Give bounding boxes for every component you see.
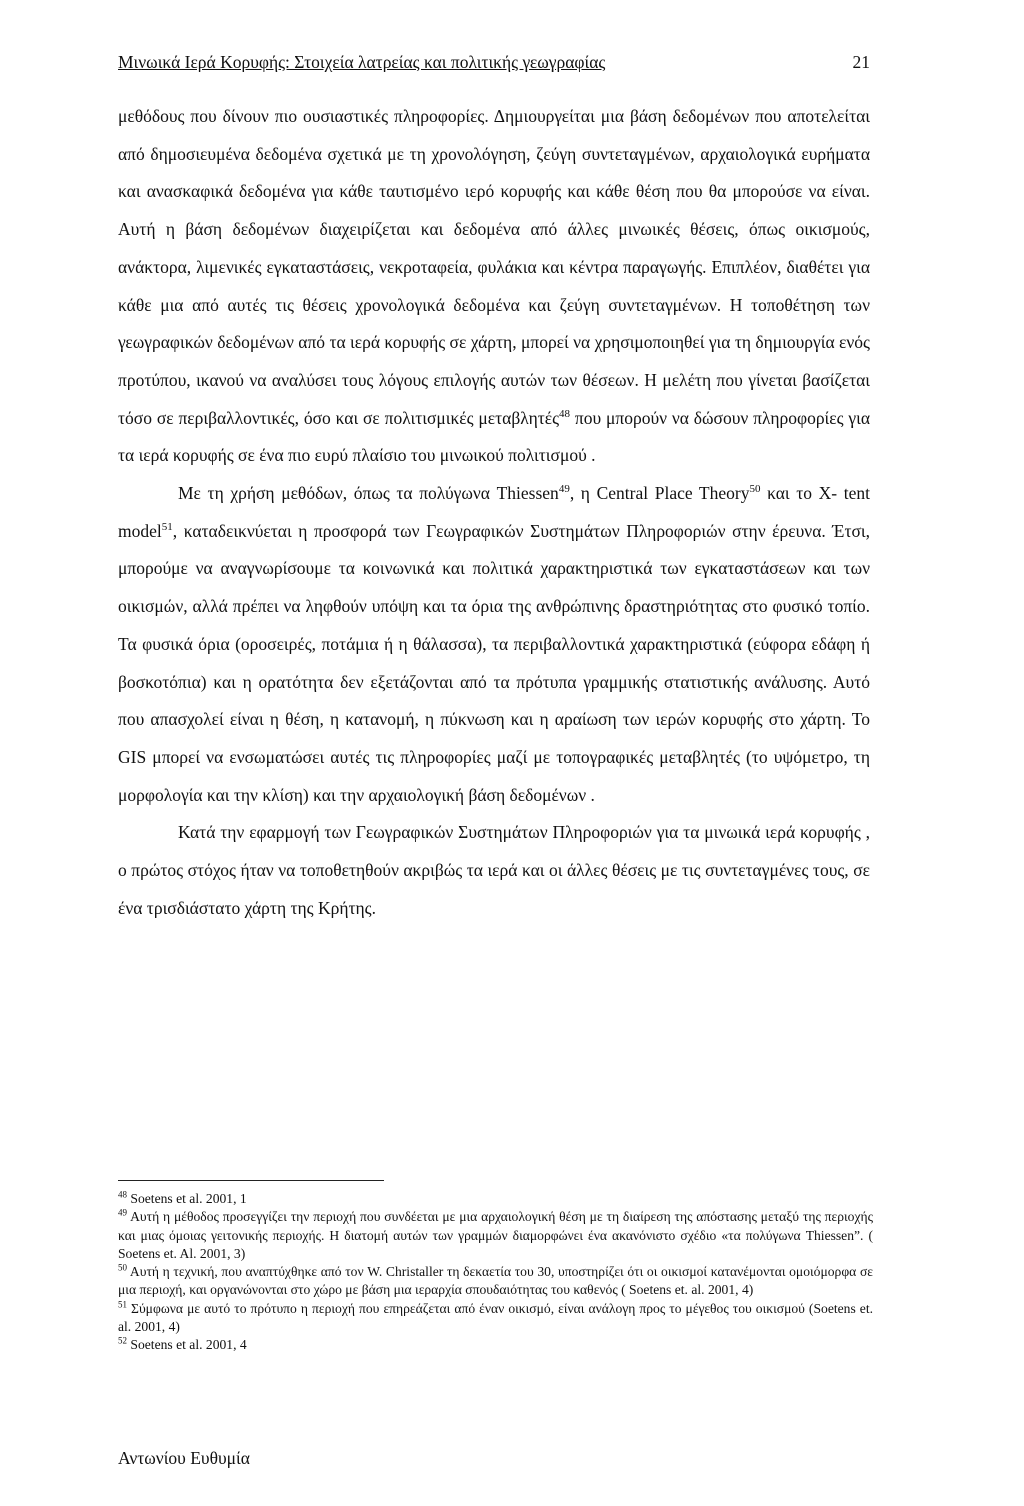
footnote-number: 50: [118, 1262, 127, 1273]
footnote-48: [118, 1190, 873, 1208]
body-text: [118, 98, 870, 927]
paragraph-2-text-d: , καταδεικνύεται η προσφορά των Γεωγραφικών Συστημάτων Πληροφοριών στην έρευνα. Έτσι, μπορούμε να αναγνωρίσουμε τα κοινωνικά και πολιτικά χαρακτηριστικά των εγκαταστάσεων και των οικισμών, αλλά πρέπει να ληφθούν υπόψη και τα όρια της ανθρώπινης δραστηριότητας στο φυσικό τοπίο. Τα φυσικά όρια (οροσειρές, ποτάμια ή η θάλασσα), τα περιβαλλοντικά χαρακτηριστικά (εύφορα εδάφη ή βοσκοτόπια) και η ορατότητα δεν εξετάζονται από τα πρότυπα γραμμικής στατιστικής ανάλυσης. Αυτό που απασχολεί είναι η θέση, η κατανομή, η πύκνωση και η αραίωση των ιερών κορυφής στο χάρτη. Το GIS μπορεί να ενσωματώσει αυτές τις πληροφορίες μαζί με τοπογραφικές μεταβλητές (το υψόμετρο, τη μορφολογία και την κλίση) και την αρχαιολογική βάση δεδομένων .: [118, 520, 870, 805]
footnote-number: 52: [118, 1335, 127, 1346]
paragraph-2: [118, 475, 870, 814]
footnote-49: [118, 1208, 873, 1263]
footnote-text: Αυτή η μέθοδος προσεγγίζει την περιοχή που συνδέεται με μια αρχαιολογική θέση με τη διαίρεση της απόστασης μεταξύ της περιοχής και μιας όμοιας γειτονικής περιοχής. Η διατομή αυτών των γραμμών διαμορφώνει ένα ακανόνιστο σχέδιο «τα πολύγωνα Thiessen”. ( Soetens et. Al. 2001, 3): [118, 1209, 873, 1261]
footnote-ref-49: 49: [558, 483, 570, 496]
paragraph-2-text-c: και το X- tent model: [118, 483, 870, 541]
footnote-50: [118, 1263, 873, 1300]
paragraph-2-text-a: Με τη χρήση μεθόδων, όπως τα πολύγωνα Thiessen: [178, 483, 559, 504]
header-title: Μινωικά Ιερά Κορυφής: Στοιχεία λατρείας και πολιτικής γεωγραφίας: [118, 52, 606, 72]
footnote-51: [118, 1300, 873, 1337]
footnote-text: Soetens et al. 2001, 4: [127, 1337, 247, 1353]
paragraph-2-text-b: , η Central Place Theory: [569, 483, 750, 504]
footnote-ref-51: 51: [161, 520, 173, 533]
paragraph-1-text-b: που μπορούν να δώσουν πληροφορίες για τα ιερά κορυφής σε ένα πιο ευρύ πλαίσιο του μινωικού πολιτισμού .: [118, 407, 870, 466]
footnote-number: 51: [118, 1299, 127, 1310]
author-name: Αντωνίου Ευθυμία: [118, 1448, 250, 1468]
footnote-number: 49: [118, 1207, 127, 1218]
running-header: [118, 52, 870, 82]
footnote-text: Σύμφωνα με αυτό το πρότυπο η περιοχή που επηρεάζεται από έναν οικισμό, είναι ανάλογη προς το μέγεθος του οικισμού (Soetens et. al. 2001, 4): [118, 1300, 873, 1335]
footnote-text: Αυτή η τεχνική, που αναπτύχθηκε από τον W. Christaller τη δεκαετία του 30, υποστηρίζει ότι οι οικισμοί κατανέμονται ομοιόμορφα σε μια περιοχή, και οργανώνονται στο χώρο με βάση μια ιεραρχία σπουδαιότητας του καθενός ( Soetens et. al. 2001, 4): [118, 1264, 873, 1298]
page-number: 21: [852, 52, 870, 72]
footnote-52: [118, 1336, 873, 1354]
paragraph-3: Κατά την εφαρμογή των Γεωγραφικών Συστημάτων Πληροφοριών για τα μινωικά ιερά κορυφής , ο πρώτος στόχος ήταν να τοποθετηθούν ακριβώς τα ιερά και οι άλλες θέσεις με τις συντεταγμένες τους, σε ένα τρισδιάστατο χάρτη της Κρήτης.: [118, 822, 870, 918]
footnote-number: 48: [118, 1189, 127, 1200]
paragraph-1-text-a: μεθόδους που δίνουν πιο ουσιαστικές πληροφορίες. Δημιουργείται μια βάση δεδομένων που αποτελείται από δημοσιευμένα δεδομένα σχετικά με τη χρονολόγηση, ζεύγη συντεταγμένων, αρχαιολογικά ευρήματα και ανασκαφικά δεδομένα για κάθε ταυτισμένο ιερό κορυφής και κάθε θέση που θα μπορούσε να είναι. Αυτή η βάση δεδομένων διαχειρίζεται και δεδομένα από άλλες μινωικές θέσεις, όπως οικισμούς, ανάκτορα, λιμενικές εγκαταστάσεις, νεκροταφεία, φυλάκια και κέντρα παραγωγής. Επιπλέον, διαθέτει για κάθε μια από αυτές τις θέσεις χρονολογικά δεδομένα και ζεύγη συντεταγμένων. Η τοποθέτηση των γεωγραφικών δεδομένων από τα ιερά κορυφής σε χάρτη, μπορεί να χρησιμοποιηθεί για τη δημιουργία ενός προτύπου, ικανού να αναλύσει τους λόγους επιλογής αυτών των θέσεων. Η μελέτη που γίνεται βασίζεται τόσο σε περιβαλλοντικές, όσο και σε πολιτισμικές μεταβλητές: [118, 106, 870, 428]
footnote-ref-50: 50: [749, 483, 761, 496]
paragraph-1: [118, 98, 870, 475]
footnote-separator: [118, 1180, 384, 1181]
footnotes: [118, 1190, 873, 1355]
footnote-ref-48: 48: [559, 407, 571, 420]
footnote-text: Soetens et al. 2001, 1: [127, 1191, 247, 1206]
